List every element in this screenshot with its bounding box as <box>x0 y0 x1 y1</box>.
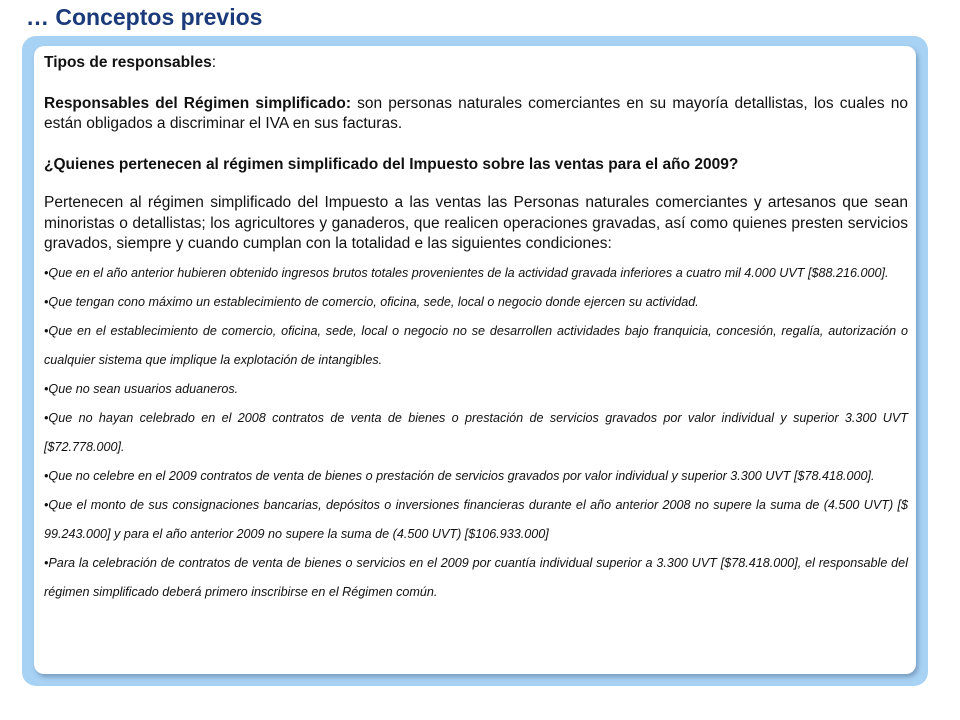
question-heading: ¿Quienes pertenecen al régimen simplificado del Impuesto sobre las ventas para el año 2009? <box>44 156 739 173</box>
content-panel <box>22 36 928 686</box>
responsables-text: son personas naturales comerciantes en su mayoría detallistas, los cuales no están obligados a discriminar el IVA en sus facturas. <box>44 95 908 132</box>
intro-paragraph: Pertenecen al régimen simplificado del Impuesto a las ventas las Personas naturales comerciantes y artesanos que sean minoristas o detallistas; los agricultores y ganaderos, que realicen operaciones gravadas, así como quienes presten servicios gravados, siempre y cuando cumplan con la totalidad e las siguientes condiciones: <box>44 194 908 252</box>
slide-title: … Conceptos previos <box>26 4 263 30</box>
condition-item: •Para la celebración de contratos de venta de bienes o servicios en el 2009 por cuantía individual superior a 3.300 UVT [$78.418.000], el responsable del régimen simplificado deberá primero inscribirse en el Régimen común. <box>44 555 908 599</box>
condition-item: •Que no celebre en el 2009 contratos de venta de bienes o prestación de servicios gravados por valor individual y superior 3.300 UVT [$78.418.000]. <box>44 468 875 483</box>
conditions-list <box>44 259 908 607</box>
section-heading <box>44 54 908 72</box>
condition-item: •Que el monto de sus consignaciones bancarias, depósitos o inversiones financieras durante el año anterior 2008 no supere la suma de (4.500 UVT) [$ 99.243.000] y para el año anterior 2009 no supere la suma de (4.500 UVT) [$106.933.000] <box>44 497 908 541</box>
section-heading-text: Tipos de responsables <box>44 54 212 71</box>
content-card <box>34 46 916 674</box>
condition-item: •Que no hayan celebrado en el 2008 contratos de venta de bienes o prestación de servicios gravados por valor individual y superior 3.300 UVT [$72.778.000]. <box>44 410 908 454</box>
condition-item: •Que no sean usuarios aduaneros. <box>44 381 239 396</box>
responsables-label: Responsables del Régimen simplificado: <box>44 95 351 112</box>
section-heading-colon: : <box>211 54 216 71</box>
responsables-definition <box>44 94 908 134</box>
condition-item: •Que tengan cono máximo un establecimiento de comercio, oficina, sede, local o negocio donde ejercen su actividad. <box>44 294 699 309</box>
condition-item: •Que en el año anterior hubieren obtenido ingresos brutos totales provenientes de la actividad gravada inferiores a cuatro mil 4.000 UVT [$88.216.000]. <box>44 265 889 280</box>
condition-item: •Que en el establecimiento de comercio, oficina, sede, local o negocio no se desarrollen actividades bajo franquicia, concesión, regalía, autorización o cualquier sistema que implique la explotación de intangibles. <box>44 323 908 367</box>
